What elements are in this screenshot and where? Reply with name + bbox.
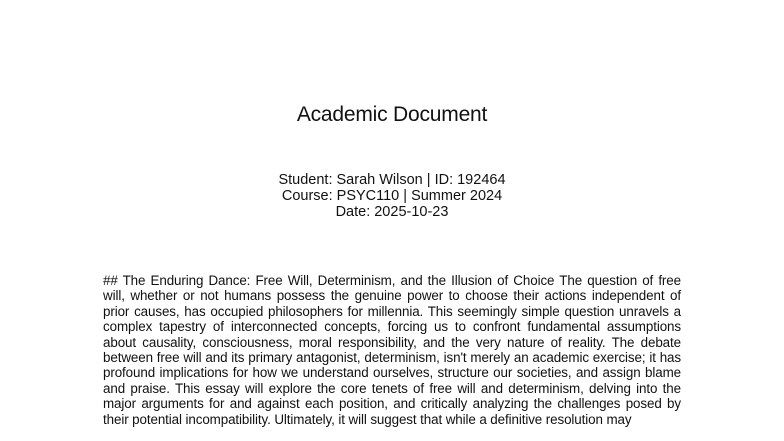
course-info: Course: PSYC110 | Summer 2024	[281, 188, 503, 204]
student-info: Student: Sarah Wilson | ID: 192464	[278, 172, 506, 188]
document-body-text: ## The Enduring Dance: Free Will, Determinism, and the Illusion of Choice The question of free will, whether or not humans possess the genuine power to choose their actions independent of prior causes, has occupied philosophers for millennia. This seemingly simple question unravels a complex tapestry of interconnected concepts, forcing us to confront fundamental assumptions about causality, consciousness, moral responsibility, and the very nature of reality. The debate between free will and its primary antagonist, determinism, isn't merely an academic exercise; it has profound implications for how we understand ourselves, structure our societies, and assign blame and praise. This essay will explore the core tenets of free will and determinism, delving into the major arguments for and against each position, and critically analyzing the challenges posed by their potential incompatibility. Ultimately, it will suggest that while a definitive resolution may	[103, 273, 681, 427]
document-meta	[0, 172, 784, 220]
document-title: Academic Document	[296, 103, 488, 126]
document-date: Date: 2025-10-23	[335, 204, 449, 220]
